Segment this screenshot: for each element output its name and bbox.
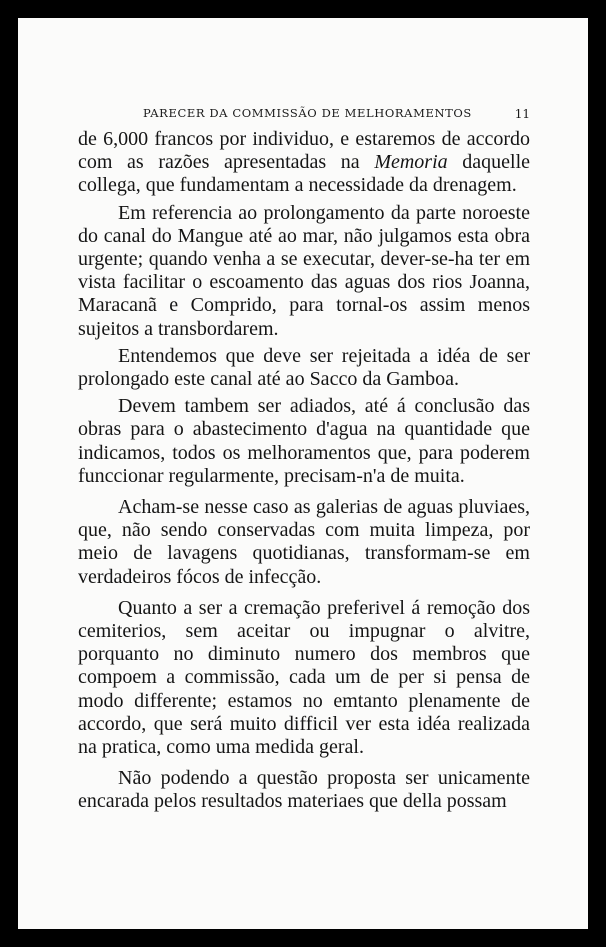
book-page — [18, 18, 588, 929]
paragraph: Não podendo a questão proposta ser unicamente encarada pelos resultados materiaes que della possam — [78, 767, 530, 813]
running-head: PARECER DA COMMISSÃO DE MELHORAMENTOS — [143, 106, 472, 120]
body-text — [78, 128, 530, 818]
paragraph: Devem tambem ser adiados, até á conclusão das obras para o abastecimento d'agua na quantidade que indicamos, todos os melhoramentos que, para poderem funccionar regularmente, precisam-n'a de muita. — [78, 395, 530, 487]
paragraph: Entendemos que deve ser rejeitada a idéa de ser prolongado este canal até ao Sacco da Gamboa. — [78, 344, 530, 391]
page-number: 11 — [514, 107, 530, 121]
paragraph: Quanto a ser a cremação preferivel á remoção dos cemiterios, sem aceitar ou impugnar o alvitre, porquanto no diminuto numero dos membros que compoem a commissão, cada um de per si pensa de modo differente; estamos no emtanto plenamente de accordo, que será muito difficil ver esta idéa realizada na pratica, como uma medida geral. — [78, 596, 530, 759]
paragraph: de 6,000 francos por individuo, e estaremos de accordo com as razões apresentadas na Memoria daquelle collega, que fundamentam a necessidade da drenagem. — [78, 128, 531, 197]
paragraph: Em referencia ao prolongamento da parte noroeste do canal do Mangue até ao mar, não julgamos esta obra urgente; quando venha a se executar, dever-se-ha ter em vista facilitar o escoamento das aguas dos rios Joanna, Maracanã e Comprido, para tornal-os assim menos sujeitos a transbordarem. — [78, 201, 530, 340]
paragraph: Acham-se nesse caso as galerias de aguas pluviaes, que, não sendo conservadas com muita limpeza, por meio de lavagens quotidianas, transformam-se em verdadeiros fócos de infecção. — [78, 496, 530, 588]
page-header — [18, 106, 588, 124]
